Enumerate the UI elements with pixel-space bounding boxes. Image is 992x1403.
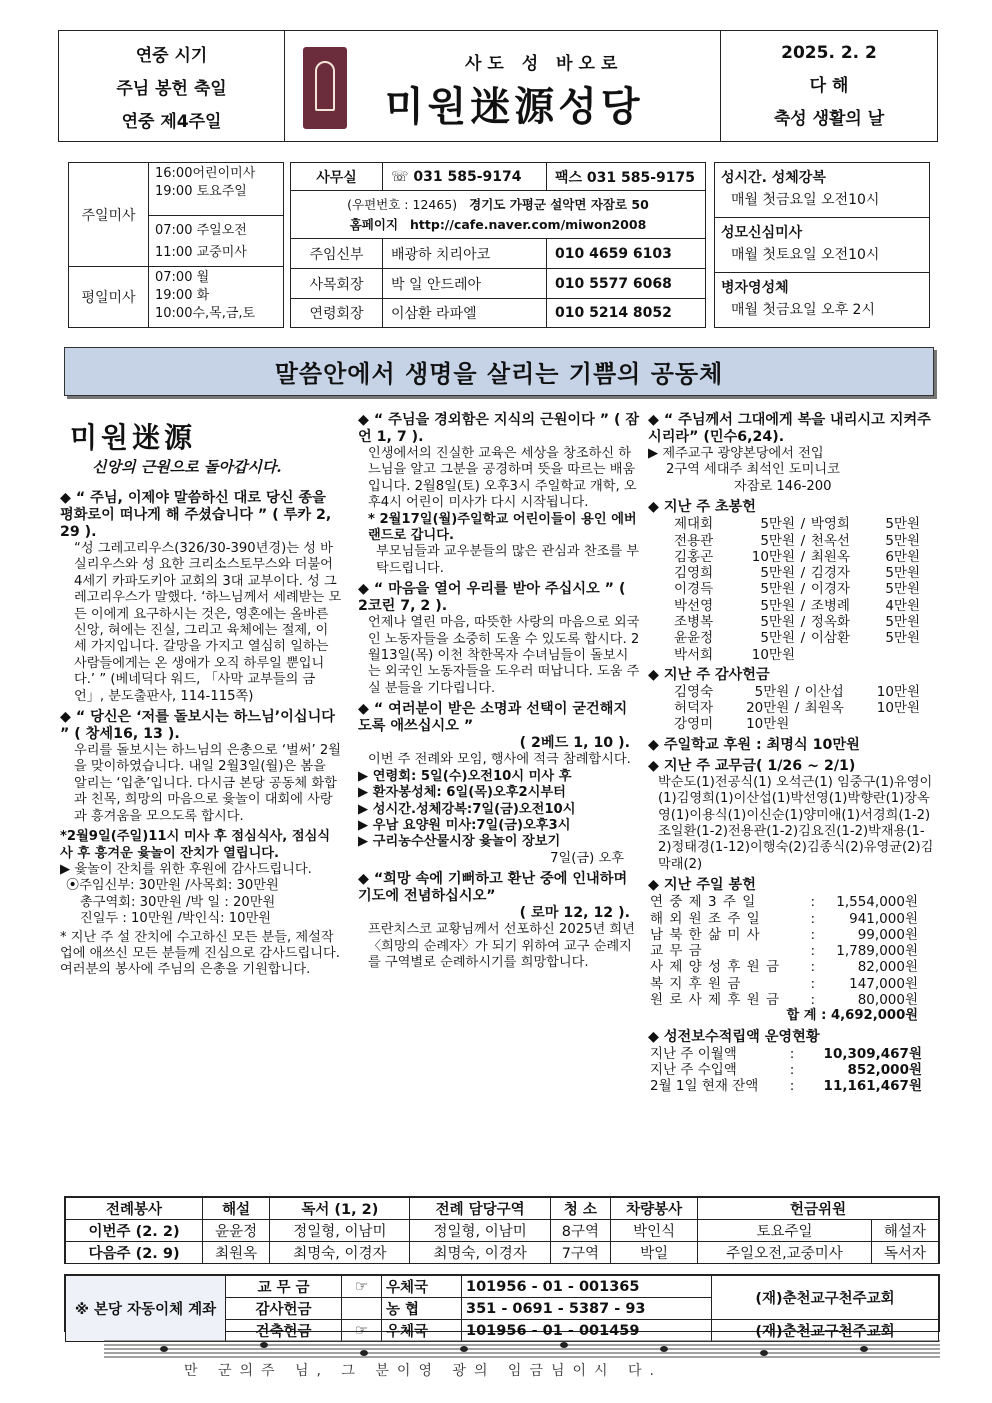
donor-name: 박서희 — [674, 646, 714, 663]
section-reference: ( 로마 12, 12 ). — [519, 905, 630, 922]
postal-code: (우편번호 : 12465) — [347, 197, 458, 212]
donor-row — [672, 516, 922, 532]
service-cell: 정일형, 이남미 — [270, 1220, 410, 1242]
section-body: 우리를 돌보시는 하느님의 은총으로 ‘벌써’ 2월을 맞이하였습니다. 내일 2월3일(월)은 봄을 알리는 ‘입춘’입니다. 다시금 본당 공동체 화합과 친목, 희망의 마음으로 윷놀이 대회에 사랑과 흥겨움을 모으도록 합시다. — [74, 743, 342, 824]
devotion-title: 성시간. 성체강복 — [721, 170, 826, 186]
service-cell: 해설자 — [871, 1220, 938, 1242]
offering-label: 원 로 사 제 후 원 금 — [650, 992, 781, 1008]
section-heading: ◆ “ 여러분이 받은 소명과 선택이 굳건해지도록 애쓰십시오 ” — [358, 701, 628, 735]
section-note: 부모님들과 교우분들의 많은 관심과 찬조를 부탁드립니다. — [376, 544, 640, 576]
column-middle — [358, 412, 640, 975]
footer-music — [104, 1338, 940, 1382]
account-holder: (재)춘천교구천주교회 — [712, 1320, 939, 1342]
donor-amount: 10만원 — [876, 683, 920, 700]
weekday-time: 10:00수,목,금,토 — [155, 306, 256, 321]
separator: / — [800, 565, 806, 582]
service-header: 독서 (1, 2) — [270, 1198, 410, 1220]
donor-amount: 5만원 — [760, 597, 795, 614]
donor-row — [672, 647, 922, 663]
fund-amount: 11,161,467원 — [823, 1078, 922, 1095]
separator: / — [800, 532, 806, 549]
section-heading: ◆ “ 주님을 경외함은 지식의 근원이다 ” ( 잠언 1, 7 ). — [358, 412, 640, 445]
service-cell: 독서자 — [871, 1242, 938, 1264]
donor-row — [672, 716, 922, 732]
total-label: 합 계 : — [786, 1008, 827, 1024]
section-body: 박순도(1)전공식(1) 오석근(1) 임중구(1)유영이(1)김영희(1)이산섭(1)박선영(1)박향란(1)장옥영(1)이용식(1)이신순(1)양미애(1)서경희(1-2)조일환(1-2)전용관(1-2)김요진(1-2)박재용(1-2)정태경(1-12)이행숙(2)김종식(2)유영균(2)김막래(2) — [658, 774, 934, 872]
donor-row — [672, 630, 922, 646]
phone-number: 010 4659 6103 — [555, 245, 672, 262]
sunday-time: 16:00어린이미사 — [155, 166, 256, 181]
service-header: 전례 담당구역 — [410, 1198, 550, 1220]
homepage-link[interactable]: http://cafe.naver.com/miwon2008 — [410, 217, 647, 232]
donor-row — [672, 598, 922, 614]
donor-line: ⦿주임신부: 30만원 /사목회: 30만원 — [66, 878, 279, 894]
donor-amount: 5만원 — [754, 683, 790, 700]
homepage-label: 홈페이지 — [349, 217, 399, 232]
season-line-2: 주님 봉헌 축일 — [116, 78, 227, 99]
donor-name: 김홍곤 — [674, 548, 714, 565]
thanks-note: ▶ 윷놀이 잔치를 위한 후원에 감사드립니다. — [60, 861, 312, 877]
donor-line: 총구역회: 30만원 /박 일 : 20만원 — [80, 894, 276, 910]
donor-name — [803, 716, 860, 732]
donor-amount: 5만원 — [885, 516, 920, 533]
separator: / — [800, 548, 806, 565]
office-label: 사무실 — [291, 163, 383, 190]
service-week: 이번주 (2. 2) — [66, 1220, 203, 1242]
fund-label: 지난 주 수입액 — [650, 1062, 737, 1078]
service-cell: 최명숙, 이경자 — [410, 1242, 550, 1264]
offering-amount: 147,000원 — [849, 975, 918, 992]
offering-row — [648, 992, 920, 1008]
phone-number: 010 5214 8052 — [555, 305, 672, 321]
donor-name: 김영숙 — [674, 683, 714, 700]
service-cell: 박인식 — [611, 1220, 698, 1242]
event-notice: *2월9일(주일)11시 미사 후 점심식사, 점심식사 후 흥겨운 윷놀이 잔치가 열립니다. — [60, 829, 331, 861]
service-cell: 정일형, 이남미 — [410, 1220, 550, 1242]
column-left — [60, 490, 342, 983]
offering-row — [648, 911, 920, 927]
header-box — [58, 30, 938, 142]
bank-name: 농 협 — [382, 1298, 462, 1320]
donor-row — [672, 565, 922, 581]
donor-line: 진일두 : 10만원 /박인식: 10만원 — [80, 911, 272, 927]
offering-label: 연 중 제 3 주 일 — [650, 894, 757, 911]
section-body: 언제나 열린 마음, 따뜻한 사랑의 마음으로 외국인 노동자들을 소중히 도울 수 있도록 합시다. 2월13일(목) 이천 착한목자 수녀님들이 돌보시는 외국인 노동자들을 도우러 떠납니다. 도움 주실 분들을 기다립니다. — [368, 615, 640, 696]
column-right — [648, 412, 936, 1099]
office-phone: ☏ 031 585-9174 — [383, 163, 547, 190]
offering-label: 교 무 금 — [650, 943, 703, 960]
separator: / — [800, 597, 806, 614]
offering-amount: 941,000원 — [849, 910, 918, 927]
offering-amount: 82,000원 — [857, 959, 918, 976]
section-body: 인생에서의 진실한 교육은 세상을 창조하신 하느님을 알고 그분을 공경하며 뜻을 따르는 배움 입니다. 2월8일(토) 오후3시 주일학교 개학, 오후4시 어린이 미사가 다시 시작됩니다. — [368, 446, 637, 511]
donor-name: 강영미 — [674, 716, 714, 733]
section-body: “성 그레고리우스(326/30-390년경)는 성 바실리우스와 성 요한 크리소스토무스와 더불어 4세기 카파도키아 교회의 3대 교부이다. 성 그레고리우스가 말했다. ‘하느님께서 세례받는 모든 이에게 요구하시는 것은, 영혼에는 올바른 신앙, 혀에는 진실, 그리고 육체에는 절제, 이 세 가지입니다. 갈망을 가지고 열심히 일하는 사람들에게는 온 생애가 오직 하루일 뿐입니다.’ ” (베네딕다 워드, 「사막 교부들의 금언」, 분도출판사, 114-115쪽) — [74, 541, 342, 704]
service-header: 전례봉사 — [66, 1198, 203, 1220]
bank-label: ※ 본당 자동이체 계좌 — [66, 1276, 226, 1342]
service-cell: 8구역 — [550, 1220, 610, 1242]
devotion-time: 매월 첫금요일 오전10시 — [731, 192, 880, 208]
liturgy-service-table — [64, 1196, 940, 1264]
service-cell: 최원옥 — [203, 1242, 270, 1264]
event-item: ▶ 연령회: 5일(수)오전10시 미사 후 — [358, 768, 572, 784]
account-number: 101956 - 01 - 001365 — [462, 1276, 712, 1298]
fund-type: 교 무 금 — [226, 1276, 342, 1298]
service-cell: 7구역 — [550, 1242, 610, 1264]
offering-row — [648, 976, 920, 992]
donor-name: 조병례 — [810, 597, 850, 614]
service-cell: 박일 — [611, 1242, 698, 1264]
weekday-time: 07:00 월 — [155, 270, 210, 285]
section-heading: ◆ “ 주님께서 그대에게 복을 내리시고 지켜주시리라” (민수6,24). — [648, 412, 931, 445]
fund-type: 건축헌금 — [226, 1320, 342, 1342]
section-body: 2구역 세대주 최석인 도미니코 — [666, 462, 840, 478]
season-line-1: 연중 시기 — [135, 45, 208, 66]
donor-name: 박영희 — [810, 516, 850, 533]
service-cell: 윤윤정 — [203, 1220, 270, 1242]
miwon-logo-sub: 신앙의 근원으로 돌아갑시다. — [92, 458, 282, 476]
section-heading: ◆ “ 주님, 이제야 말씀하신 대로 당신 종을 평화로이 떠나게 해 주셨습니다 ” ( 루카 2, 29 ). — [60, 490, 332, 540]
account-number: 101956 - 01 - 001459 — [462, 1320, 712, 1342]
pointer-icon: ☞ — [342, 1320, 382, 1342]
office-info — [290, 162, 706, 328]
donor-name: 조병복 — [674, 614, 714, 630]
separator — [797, 647, 809, 663]
event-item: ▶ 구리농수산물시장 윷놀이 장보기 — [358, 834, 561, 850]
hymn-lyric: 만 군의주 님, 그 분이영 광의 임금님이시 다. — [184, 1363, 662, 1379]
service-cell: 토요주일 — [698, 1220, 872, 1242]
bank-name: 우체국 — [382, 1320, 462, 1342]
offering-row — [648, 959, 920, 975]
section-body: 프란치스코 교황님께서 선포하신 2025년 희년 〈희망의 순례자〉가 되기 위하여 교구 순례지를 구역별로 순례하시기를 희망합니다. — [368, 922, 635, 970]
donor-row — [672, 549, 922, 565]
date: 2025. 2. 2 — [781, 43, 877, 63]
donor-amount: 10만원 — [876, 700, 920, 717]
donor-amount: 6만원 — [885, 548, 920, 565]
separator: : — [810, 975, 816, 992]
donor-amount: 4만원 — [885, 597, 920, 614]
event-item: ▶ 환자봉성체: 6일(목)오후2시부터 — [358, 785, 566, 801]
donor-name: 이경자 — [810, 581, 850, 598]
separator: / — [800, 614, 806, 630]
donor-amount: 5만원 — [760, 516, 795, 533]
fund-amount: 852,000원 — [847, 1062, 922, 1078]
separator: / — [800, 630, 806, 647]
donor-amount: 5만원 — [760, 532, 795, 549]
donor-name: 전용관 — [674, 532, 714, 549]
separator: / — [800, 581, 806, 598]
separator: : — [789, 1078, 795, 1095]
service-header: 청 소 — [550, 1198, 610, 1220]
separator: : — [810, 992, 816, 1008]
donor-amount: 5만원 — [760, 614, 795, 630]
thanks-offering-table — [672, 684, 922, 733]
section-body: ▶ 제주교구 광양본당에서 전입 — [648, 446, 824, 461]
service-header: 헌금위원 — [698, 1198, 939, 1220]
donor-amount: 5만원 — [760, 630, 795, 647]
liturgical-season — [59, 31, 285, 141]
offering-row — [648, 943, 920, 959]
miwon-logo-text: 미원迷源 — [70, 421, 197, 454]
donor-row — [672, 700, 922, 716]
section-heading: ◆ 지난 주 감사헌금 — [648, 666, 770, 683]
devotion-title: 성모신심미사 — [721, 225, 803, 241]
fax-number: 팩스 031 585-9175 — [555, 169, 696, 186]
separator: : — [810, 910, 816, 927]
donor-name: 이경득 — [674, 581, 714, 598]
sunday-time: 07:00 주일오전 — [155, 223, 247, 238]
section-heading: ◆ “희망 속에 기뻐하고 환난 중에 인내하며 기도에 전념하십시오” — [358, 871, 628, 905]
building-fund-table — [648, 1046, 924, 1095]
donor-amount: 20만원 — [746, 700, 790, 717]
season-line-3: 연중 제4주일 — [121, 111, 222, 132]
person-name: 이삼환 라파엘 — [383, 299, 547, 327]
donor-amount: 5만원 — [760, 565, 795, 582]
donor-row — [672, 533, 922, 549]
music-staff-icon — [104, 1338, 940, 1358]
devotion-schedule — [714, 162, 930, 328]
donor-name: 김경자 — [810, 565, 850, 582]
donor-amount — [868, 647, 922, 663]
fund-label: 2월 1일 현재 잔액 — [650, 1078, 759, 1095]
event-item-time: 7일(금) 오후 — [550, 850, 624, 866]
fund-type: 감사헌금 — [226, 1298, 342, 1320]
fund-row — [648, 1046, 924, 1062]
service-header: 차량봉사 — [611, 1198, 698, 1220]
date-info — [721, 31, 937, 141]
donor-name: 이삼환 — [810, 630, 850, 647]
section-body: 자잠로 146-200 — [734, 478, 832, 494]
fund-label: 지난 주 이월액 — [650, 1045, 737, 1062]
account-number: 351 - 0691 - 5387 - 93 — [462, 1298, 712, 1320]
separator: : — [810, 926, 816, 943]
fund-amount: 10,309,467원 — [823, 1045, 922, 1062]
pointer-icon: ☞ — [342, 1276, 382, 1298]
section-heading: ◆ 성전보수적립액 운영현황 — [648, 1028, 820, 1045]
service-header: 해설 — [203, 1198, 270, 1220]
donor-amount: 5만원 — [885, 532, 920, 549]
role: 연령회장 — [291, 299, 383, 327]
offering-label: 복 지 후 원 금 — [650, 975, 742, 992]
donor-name: 이산섭 — [804, 683, 844, 700]
role: 사목회장 — [291, 269, 383, 298]
church-logo-icon — [303, 47, 347, 129]
donor-row — [672, 684, 922, 700]
section-reference: ( 2베드 1, 10 ). — [519, 735, 630, 752]
donor-row — [672, 581, 922, 597]
donor-amount: 5만원 — [885, 565, 920, 582]
motto-banner: 말씀안에서 생명을 살리는 기쁨의 공동체 — [64, 347, 934, 396]
separator: : — [789, 1062, 795, 1078]
feast-day: 축성 생활의 날 — [773, 109, 885, 129]
donor-name: 최원옥 — [804, 700, 844, 717]
section-heading: ◆ 지난 주일 봉헌 — [648, 877, 756, 894]
offering-total-row — [648, 1008, 936, 1024]
church-name: 미원迷源성당 — [385, 83, 644, 130]
mass-schedule — [68, 162, 284, 328]
event-item: ▶ 우남 요양원 미사:7일(금)오후3시 — [358, 817, 571, 833]
donor-amount: 10만원 — [751, 646, 795, 663]
section-heading: ◆ “ 당신은 ‘저를 돌보시는 하느님’이십니다 ” ( 창세16, 13 ). — [60, 709, 335, 743]
separator: / — [794, 683, 800, 700]
donor-amount: 5만원 — [885, 630, 920, 647]
offering-row — [648, 927, 920, 943]
donor-amount: 10만원 — [746, 716, 790, 733]
separator: : — [810, 959, 816, 976]
service-week: 다음주 (2. 9) — [66, 1242, 203, 1264]
donor-name: 허덕자 — [674, 700, 714, 717]
donor-name: 최원옥 — [810, 548, 850, 565]
offering-label: 해 외 원 조 주 일 — [650, 910, 761, 927]
address: 경기도 가평군 설악면 자잠로 50 — [469, 197, 649, 212]
separator — [791, 716, 802, 732]
service-cell: 최명숙, 이경자 — [270, 1242, 410, 1264]
donor-name: 천옥선 — [810, 532, 850, 549]
devotion-title: 병자영성체 — [721, 280, 789, 296]
donor-amount: 10만원 — [751, 548, 795, 565]
section-body: 이번 주 전례와 모임, 행사에 적극 참례합시다. — [368, 752, 631, 768]
devotion-time: 매월 첫금요일 오후 2시 — [731, 302, 875, 318]
devotion-time: 매월 첫토요일 오전10시 — [731, 247, 880, 263]
sunday-mass-label: 주일미사 — [69, 163, 149, 266]
total-amount: 4,692,000원 — [831, 1008, 918, 1024]
person-name: 배광하 치리아코 — [383, 239, 547, 268]
offering-amount: 80,000원 — [857, 992, 918, 1008]
donor-name: 김영희 — [674, 565, 714, 582]
auto-transfer-accounts — [64, 1274, 940, 1340]
donor-name — [809, 647, 869, 663]
separator: / — [794, 700, 800, 717]
sunday-offering-table — [648, 894, 920, 1008]
donor-amount: 5만원 — [760, 581, 795, 598]
year-cycle: 다 해 — [809, 76, 849, 96]
donor-name: 윤윤정 — [674, 630, 714, 647]
donor-name: 제대회 — [674, 516, 714, 533]
bank-name: 우체국 — [382, 1276, 462, 1298]
section-heading: ◆ 지난 주 교무금( 1/26 ~ 2/1) — [648, 757, 856, 774]
offering-label: 남 북 한 삶 미 사 — [650, 926, 761, 943]
sunday-school-support: ◆ 주일학교 후원 : 최명식 10만원 — [648, 736, 860, 753]
section-heading: ◆ 지난 주 초봉헌 — [648, 499, 756, 516]
fund-row — [648, 1078, 924, 1094]
offering-row — [648, 894, 920, 910]
weekday-mass-label: 평일미사 — [69, 267, 149, 327]
separator: : — [810, 943, 816, 960]
church-patron: 사도 성 바오로 — [465, 54, 624, 74]
donor-row — [672, 614, 922, 630]
sunday-time: 11:00 교중미사 — [155, 245, 247, 260]
person-name: 박 일 안드레아 — [383, 269, 547, 298]
donor-name: 정옥화 — [810, 614, 850, 630]
thanks-note: * 지난 주 설 잔치에 수고하신 모든 분들, 제설작업에 애쓰신 모든 분들께 진심으로 감사드립니다. 여러분의 봉사에 주님의 은총을 기원합니다. — [60, 929, 340, 978]
offering-label: 사 제 양 성 후 원 금 — [650, 959, 781, 976]
donor-amount: 5만원 — [885, 581, 920, 598]
offering-amount: 1,789,000원 — [836, 943, 918, 960]
account-holder: (재)춘천교구천주교회 — [712, 1276, 939, 1320]
donor-name: 박선영 — [674, 597, 714, 614]
separator: / — [800, 516, 806, 533]
separator: : — [789, 1045, 795, 1062]
first-offering-table — [672, 516, 922, 663]
offering-amount: 99,000원 — [857, 926, 918, 943]
phone-number: 010 5577 6068 — [555, 275, 672, 292]
donor-amount — [860, 716, 922, 732]
fund-row — [648, 1062, 924, 1078]
sunday-time: 19:00 토요주일 — [155, 184, 247, 199]
separator: : — [810, 894, 816, 911]
section-heading: ◆ “ 마음을 열어 우리를 받아 주십시오 ” ( 2코린 7, 2 ). — [358, 581, 626, 615]
offering-amount: 1,554,000원 — [836, 894, 918, 911]
donor-amount: 5만원 — [885, 614, 920, 630]
church-title — [285, 31, 721, 141]
weekday-time: 19:00 화 — [155, 288, 210, 303]
section-note: * 2월17일(월)주일학교 어린이들이 용인 에버랜드로 갑니다. — [368, 511, 637, 544]
event-item: ▶ 성시간.성체강복:7일(금)오전10시 — [358, 801, 576, 817]
role: 주임신부 — [291, 239, 383, 268]
service-cell: 주일오전,교중미사 — [698, 1242, 872, 1264]
